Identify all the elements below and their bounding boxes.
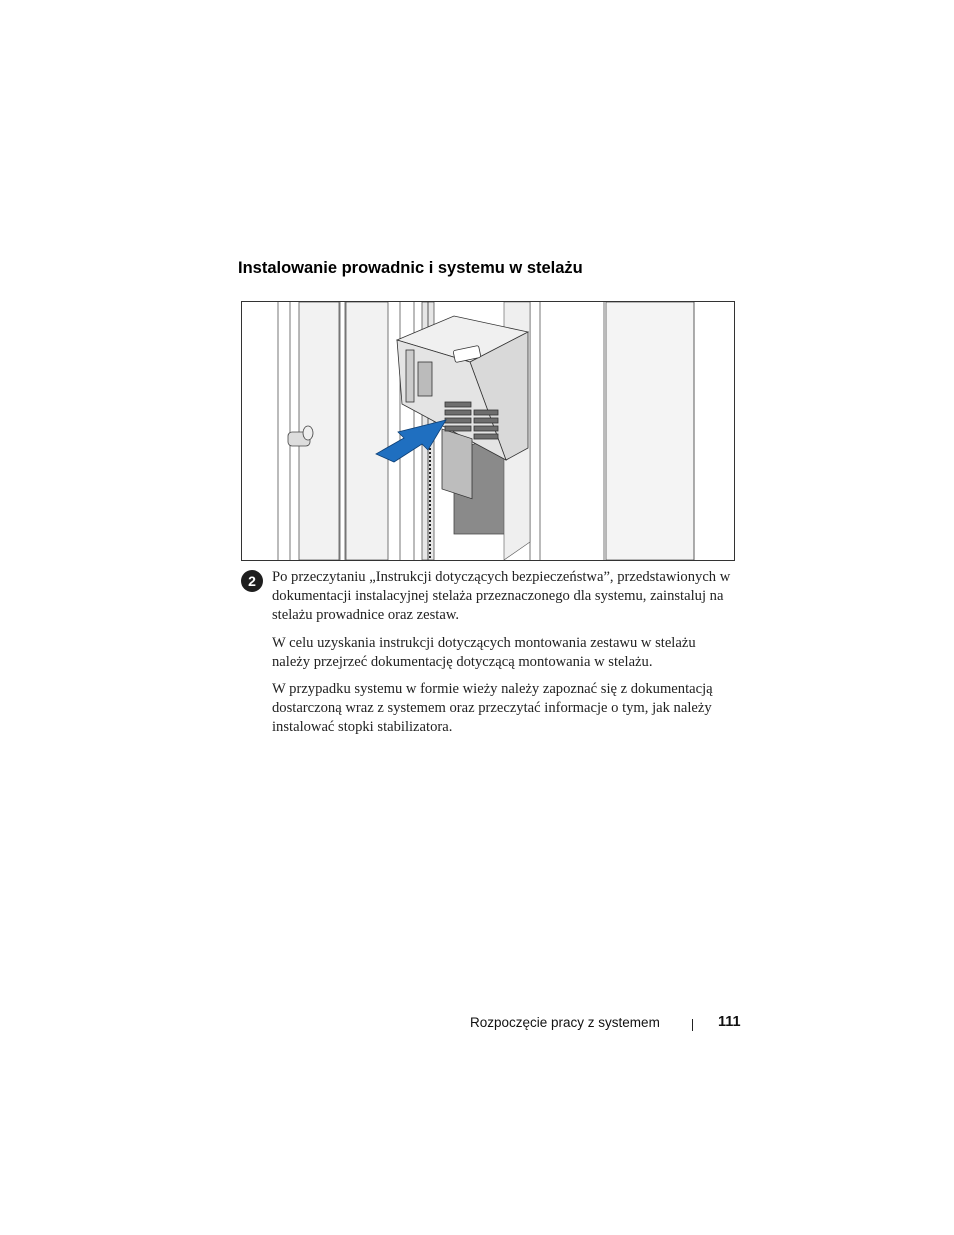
step-paragraph: W celu uzyskania instrukcji dotyczących montowania zestawu w stelażu należy przejrzeć dokumentację dotyczącą montowania w stelażu. <box>272 635 696 671</box>
step-paragraph: W przypadku systemu w formie wieży należy zapoznać się z dokumentacją dostarczoną wraz z systemem oraz przeczytać informacje o tym, jak należy instalować stopki stabilizatora. <box>272 681 713 736</box>
section-heading: Instalowanie prowadnic i systemu w stelażu <box>238 259 583 277</box>
rack-installation-illustration <box>241 301 735 561</box>
page-number: 111 <box>718 1014 741 1030</box>
footer-chapter-title: Rozpoczęcie pracy z systemem <box>470 1015 660 1030</box>
step-paragraph: Po przeczytaniu „Instrukcji dotyczących bezpieczeństwa”, przedstawionych w dokumentacji instalacyjnej stelaża przeznaczonego dla systemu, zainstaluj na stelażu prowadnice oraz zestaw. <box>272 569 731 624</box>
footer-separator <box>692 1019 693 1031</box>
step-number-badge: 2 <box>241 570 263 592</box>
